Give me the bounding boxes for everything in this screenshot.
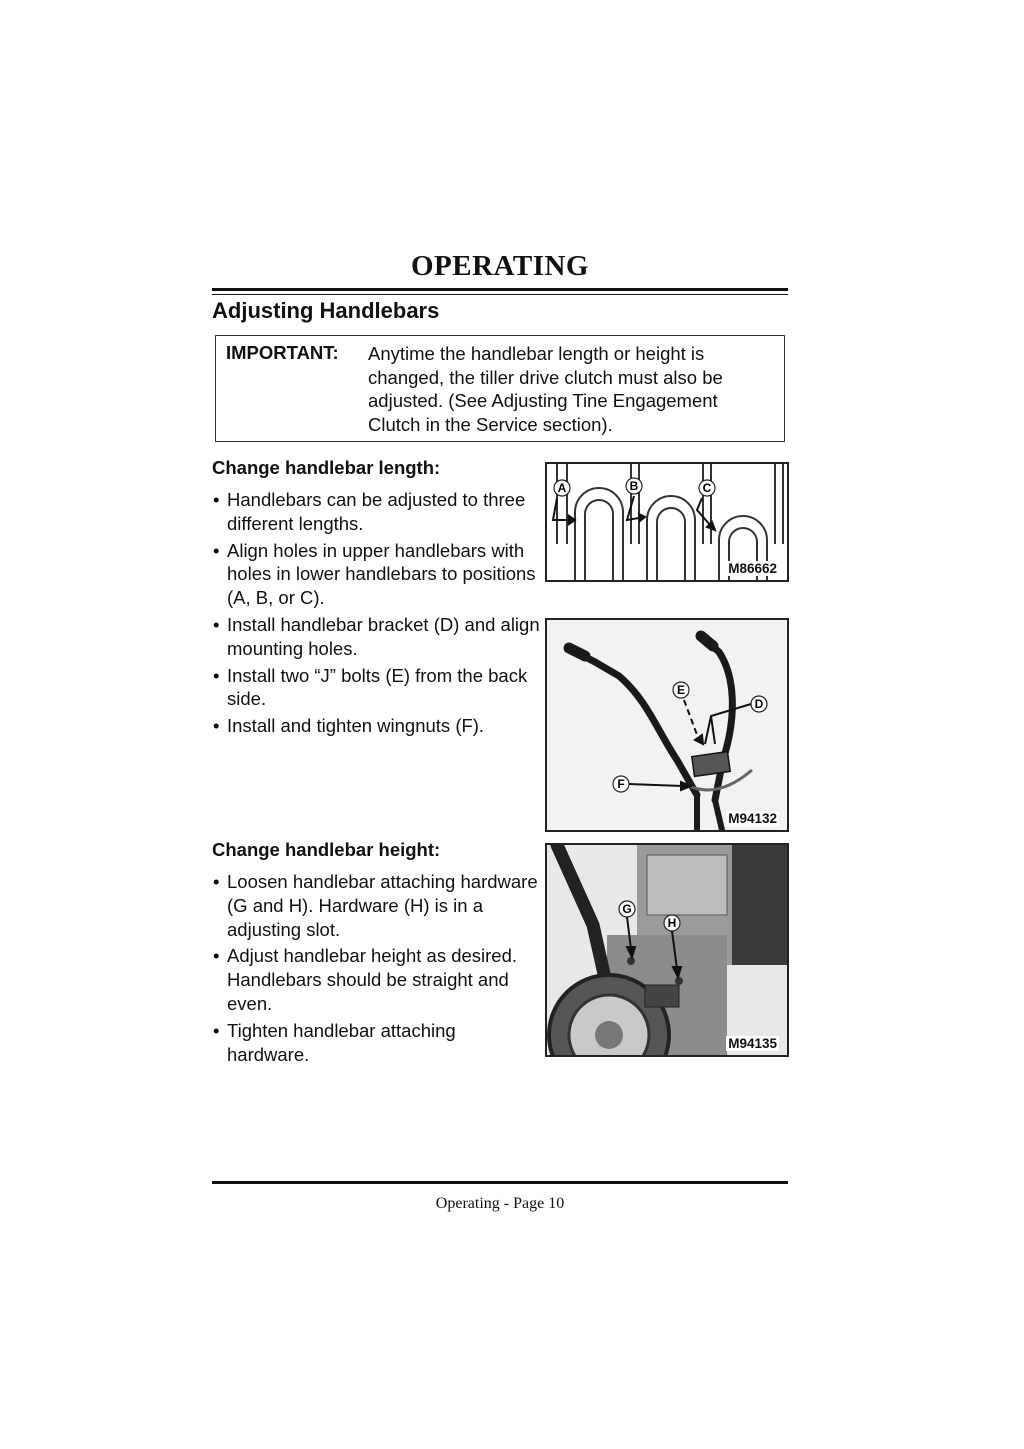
- important-label: IMPORTANT:: [226, 342, 339, 363]
- callout-label-a: A: [557, 481, 567, 495]
- page-footer: Operating - Page 10: [435, 1195, 565, 1212]
- callout-label-c: C: [702, 481, 712, 495]
- list-item: • Install and tighten wingnuts (F).: [212, 714, 542, 738]
- handlebar-height-figure: [545, 843, 789, 1057]
- figure-id-label: M86662: [728, 561, 777, 576]
- length-heading: Change handlebar length:: [212, 457, 441, 478]
- list-item: • Handlebars can be adjusted to three different lengths.: [212, 488, 542, 536]
- list-item: • Tighten handlebar attaching hardware.: [212, 1019, 542, 1067]
- figure-id-label: M94132: [728, 811, 777, 826]
- page-title: OPERATING: [411, 250, 589, 282]
- list-item: • Install handlebar bracket (D) and align mounting holes.: [212, 613, 542, 661]
- callout-label-e: E: [676, 683, 686, 697]
- length-bullet-list: [212, 488, 542, 741]
- list-item: • Install two “J” bolts (E) from the back side.: [212, 664, 542, 712]
- list-item: • Loosen handlebar attaching hardware (G and H). Hardware (H) is in a adjusting slot.: [212, 870, 542, 941]
- callout-label-h: H: [667, 916, 677, 930]
- handlebar-height-illustration: [547, 845, 787, 1055]
- handlebar-length-figure: [545, 462, 789, 582]
- important-notice: [215, 335, 785, 442]
- callout-label-f: F: [617, 777, 625, 791]
- callout-label-b: B: [629, 479, 639, 493]
- footer-rule: [212, 1181, 788, 1184]
- handlebar-bracket-illustration: [547, 620, 787, 830]
- list-item: • Adjust handlebar height as desired. Handlebars should be straight and even.: [212, 944, 542, 1015]
- section-heading: Adjusting Handlebars: [212, 298, 440, 323]
- height-heading: Change handlebar height:: [212, 839, 441, 860]
- header-rule-thick: [212, 288, 788, 291]
- height-bullet-list: [212, 870, 542, 1069]
- header-rule-thin: [212, 294, 788, 295]
- callout-label-g: G: [622, 902, 632, 916]
- important-text: Anytime the handlebar length or height is changed, the tiller drive clutch must also be adjusted. (See Adjusting Tine Engagement Clutch in the Service section).: [368, 343, 723, 435]
- handlebar-bracket-figure: [545, 618, 789, 832]
- figure-id-label: M94135: [728, 1036, 777, 1051]
- list-item: • Align holes in upper handlebars with holes in lower handlebars to positions (A, B, or C).: [212, 539, 542, 610]
- callout-label-d: D: [754, 697, 764, 711]
